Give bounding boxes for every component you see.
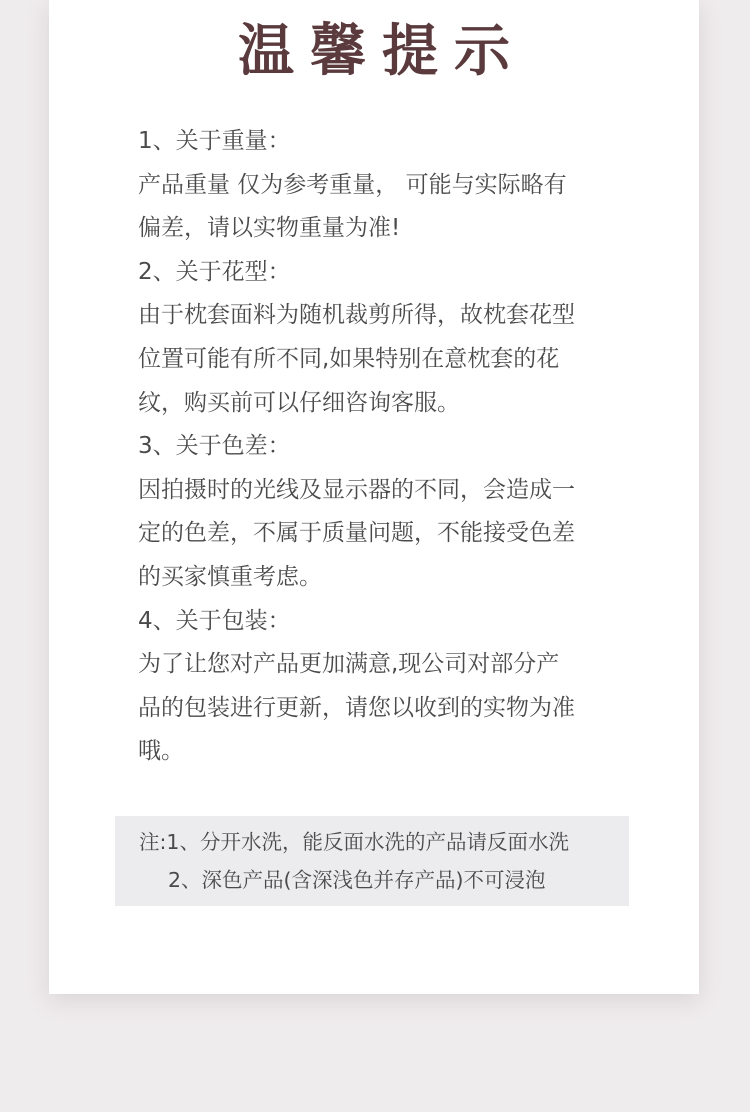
notice-card <box>49 0 699 994</box>
section-heading-color: 3、关于色差： <box>138 433 291 460</box>
section-text-line: 由于枕套面料为随机裁剪所得，故枕套花型 <box>138 302 575 329</box>
section-text-line: 产品重量 仅为参考重量， 可能与实际略有 <box>138 171 567 198</box>
section-text-line: 哦。 <box>138 738 184 765</box>
section-text-line: 的买家慎重考虑。 <box>138 563 322 590</box>
notice-content <box>138 120 618 774</box>
note-line: 2、深色产品(含深浅色并存产品)不可浸泡 <box>168 868 546 892</box>
section-heading-weight: 1、关于重量： <box>138 128 291 154</box>
section-text-line: 位置可能有所不同,如果特别在意枕套的花 <box>138 345 560 372</box>
section-heading-packaging: 4、关于包装： <box>138 607 291 634</box>
page-title: 温馨提示 <box>238 19 526 84</box>
note-line: 注:1、分开水洗，能反面水洗的产品请反面水洗 <box>139 830 569 854</box>
section-text-line: 偏差，请以实物重量为准! <box>138 215 401 242</box>
section-text-line: 品的包装进行更新，请您以收到的实物为准 <box>138 694 575 721</box>
section-text-line: 为了让您对产品更加满意,现公司对部分产 <box>138 651 560 678</box>
wash-note-box <box>115 816 629 906</box>
section-text-line: 定的色差，不属于质量问题，不能接受色差 <box>138 520 575 547</box>
section-text-line: 因拍摄时的光线及显示器的不同，会造成一 <box>138 476 575 503</box>
section-heading-pattern: 2、关于花型： <box>138 258 291 285</box>
section-text-line: 纹，购买前可以仔细咨询客服。 <box>138 389 460 416</box>
